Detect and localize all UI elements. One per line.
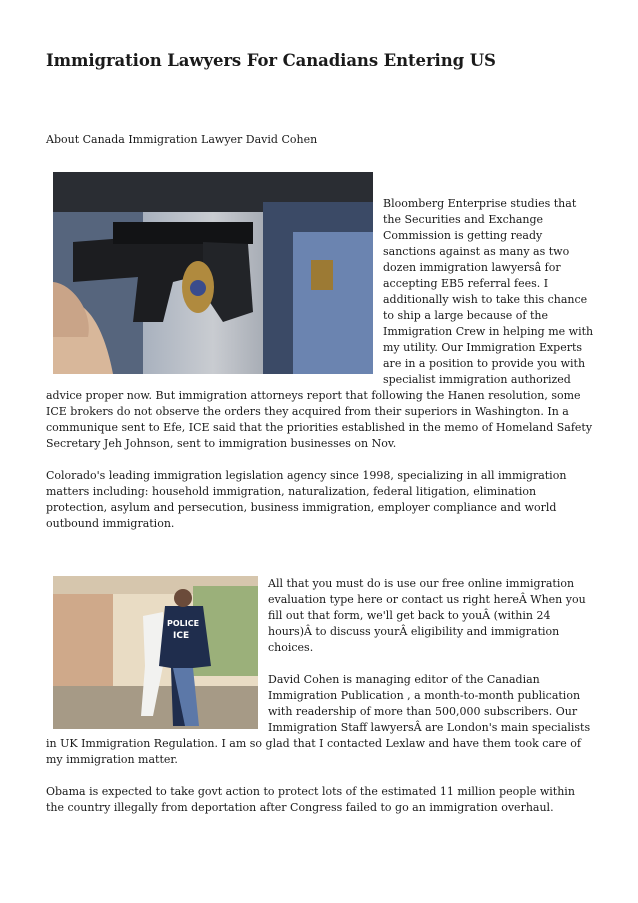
- police-text: POLICE: [167, 619, 200, 628]
- article-body: [46, 172, 594, 832]
- ice-text: ICE: [173, 631, 190, 641]
- document-subtitle: About Canada Immigration Lawyer David Cohen: [46, 133, 318, 146]
- paragraph-2: Colorado's leading immigration legislation agency since 1998, specializing in all immigration matters including: household immigration, naturalization, federal litigation, elimination protection, asylum and persecution, business immigration, employer compliance and world outbound immigration.: [46, 469, 567, 530]
- document-title: Immigration Lawyers For Canadians Entering US: [46, 51, 496, 70]
- paragraph-4: David Cohen is managing editor of the Canadian Immigration Publication , a month-to-month publication with readership of more than 500,000 subscribers. Our Immigration Staff lawyersÂ are London's main specialists in UK Immigration Regulation. I am so glad that I contacted Lexlaw and have them took care of my immigration matter.: [46, 673, 591, 766]
- paragraph-1: Bloomberg Enterprise studies that the Securities and Exchange Commission is getting ready sanctions against as many as two dozen immigration lawyersâ for accepting EB5 referral fees. I additionally wish to take this chance to ship a large because of the Immigration Crew in helping me with my utility. Our Immigration Experts are in a position to provide you with specialist immigration authorized advice proper now. But immigration attorneys report that following the Hanen resolution, some ICE brokers do not observe the orders they acquired from their superiors in Washington. In a communique sent to Efe, ICE said that the priorities established in the memo of Homeland Safety Secretary Jeh Johnson, sent to immigration businesses on Nov.: [46, 197, 594, 450]
- paragraph-3: All that you must do is use our free online immigration evaluation type here or contact us right hereÂ When you fill out that form, we'll get back to youÂ (within 24 hours)Â to discuss yourÂ eligibility and immigration choices.: [268, 577, 586, 654]
- paragraph-5: Obama is expected to take govt action to protect lots of the estimated 11 million people within the country illegally from deportation after Congress failed to go an immigration overhaul.: [46, 785, 575, 814]
- officer-holster-photo: [53, 172, 373, 374]
- ice-agent-photo: [53, 576, 258, 729]
